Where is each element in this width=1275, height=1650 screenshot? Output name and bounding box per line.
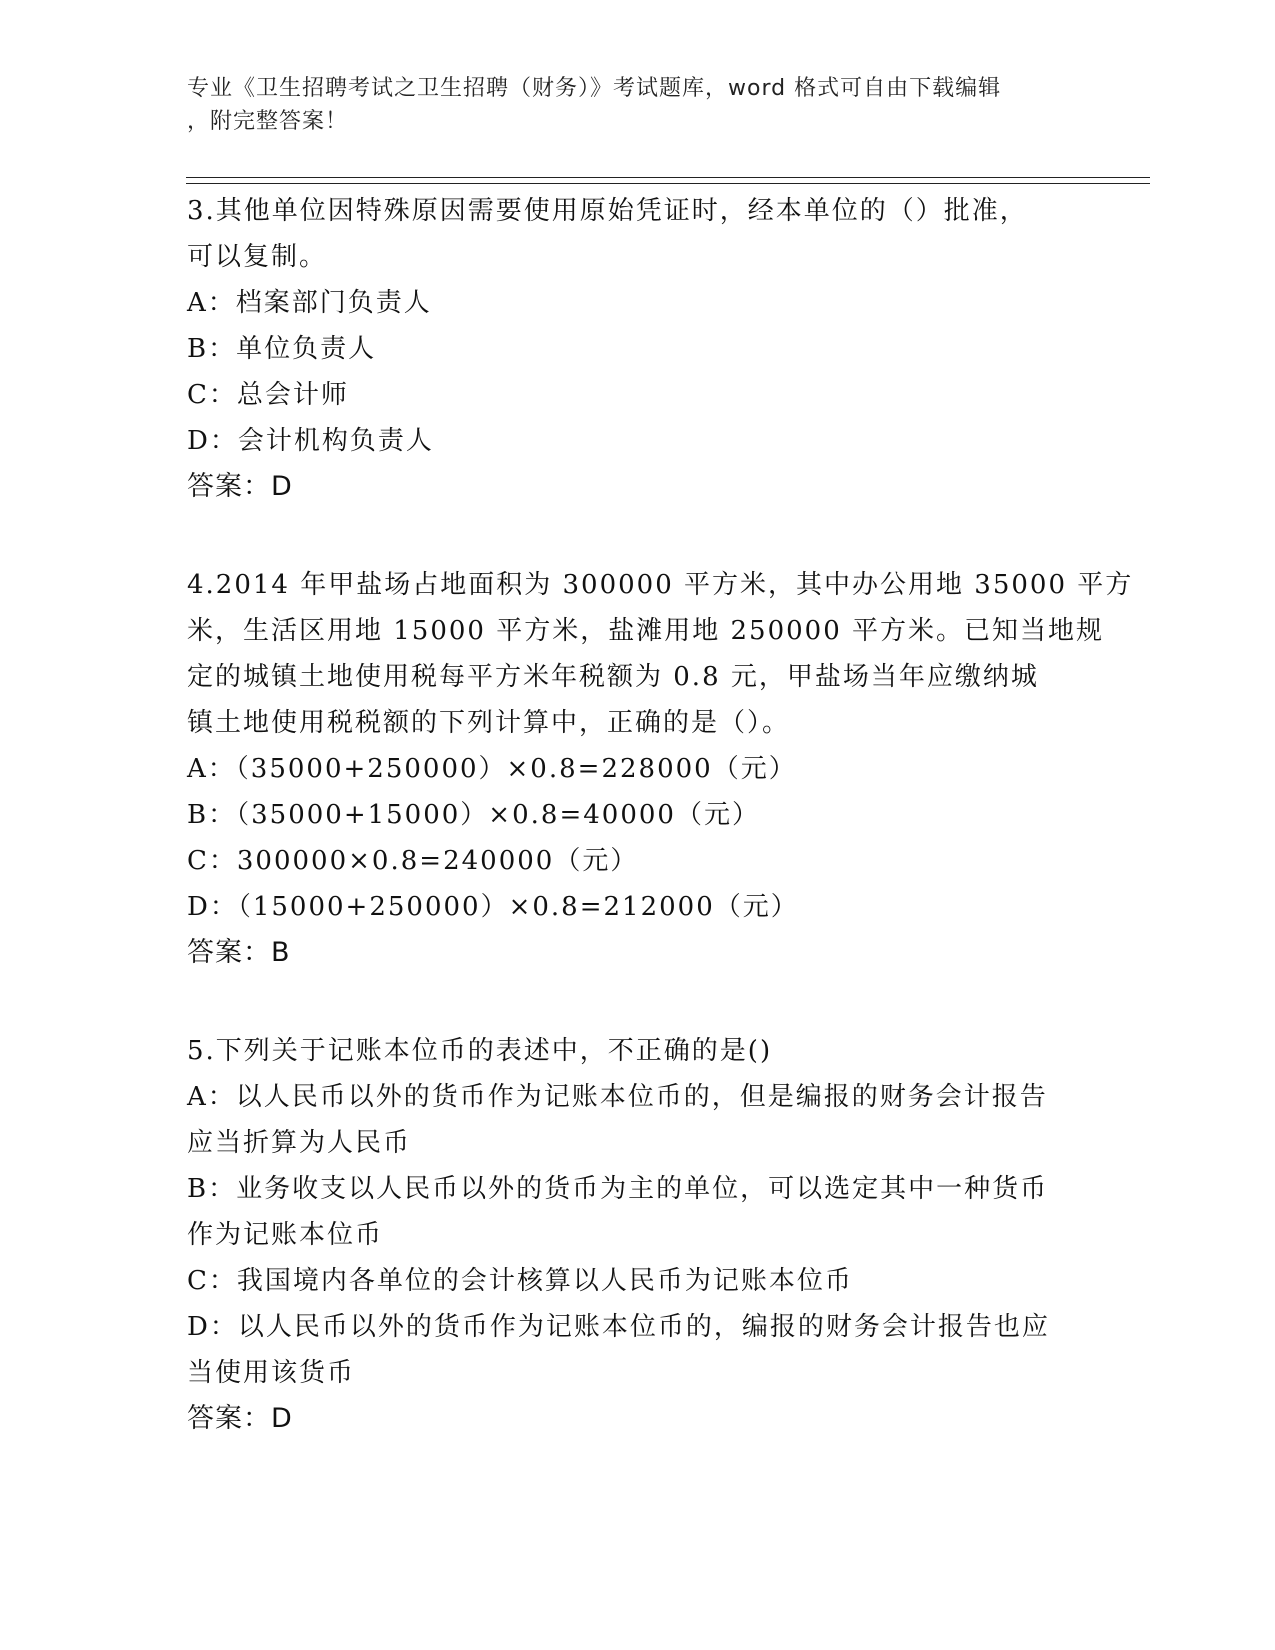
option-b: B：单位负责人: [187, 334, 377, 364]
option-a-continued: 应当折算为人民币: [187, 1128, 412, 1158]
option-a: A：以人民币以外的货币作为记账本位币的，但是编报的财务会计报告: [187, 1082, 1048, 1112]
answer-label: 答案：D: [187, 471, 293, 502]
option-d: D：会计机构负责人: [187, 426, 434, 456]
option-b: B：业务收支以人民币以外的货币为主的单位，可以选定其中一种货币: [187, 1174, 1049, 1204]
answer-label: 答案：D: [187, 1403, 293, 1434]
question-stem-line: 3.其他单位因特殊原因需要使用原始凭证时，经本单位的（）批准，: [187, 196, 1028, 226]
question-4: [187, 562, 1134, 976]
question-stem-line: 米，生活区用地 15000 平方米，盐滩用地 250000 平方米。已知当地规: [187, 616, 1105, 646]
option-d: D：以人民币以外的货币作为记账本位币的，编报的财务会计报告也应: [187, 1312, 1050, 1342]
document-header: [187, 72, 1067, 138]
option-a: A：（35000+250000）×0.8=228000（元）: [187, 754, 797, 784]
question-stem-line: 可以复制。: [187, 242, 328, 272]
question-stem-line: 4.2014 年甲盐场占地面积为 300000 平方米，其中办公用地 35000 平方: [187, 570, 1134, 600]
option-c: C：总会计师: [187, 380, 349, 410]
header-line-1: 专业《卫生招聘考试之卫生招聘（财务）》考试题库，word 格式可自由下载编辑: [187, 76, 1002, 101]
option-d: D：（15000+250000）×0.8=212000（元）: [187, 892, 799, 922]
option-b: B：（35000+15000）×0.8=40000（元）: [187, 800, 760, 830]
option-a: A：档案部门负责人: [187, 288, 432, 318]
answer-label: 答案：B: [187, 937, 291, 968]
question-stem-line: 5.下列关于记账本位币的表述中，不正确的是(): [187, 1036, 773, 1066]
option-c: C：我国境内各单位的会计核算以人民币为记账本位币: [187, 1266, 853, 1296]
question-3: [187, 188, 1087, 510]
question-list: [187, 188, 1134, 1494]
question-5: [187, 1028, 1087, 1442]
option-c: C：300000×0.8=240000（元）: [187, 846, 639, 876]
option-d-continued: 当使用该货币: [187, 1358, 356, 1388]
header-divider-bottom: [186, 183, 1150, 184]
question-stem-line: 定的城镇土地使用税每平方米年税额为 0.8 元，甲盐场当年应缴纳城: [187, 662, 1039, 692]
question-stem-line: 镇土地使用税税额的下列计算中，正确的是（）。: [187, 708, 791, 738]
header-line-2: ，附完整答案！: [187, 109, 349, 134]
option-b-continued: 作为记账本位币: [187, 1220, 384, 1250]
header-divider-top: [186, 177, 1150, 178]
